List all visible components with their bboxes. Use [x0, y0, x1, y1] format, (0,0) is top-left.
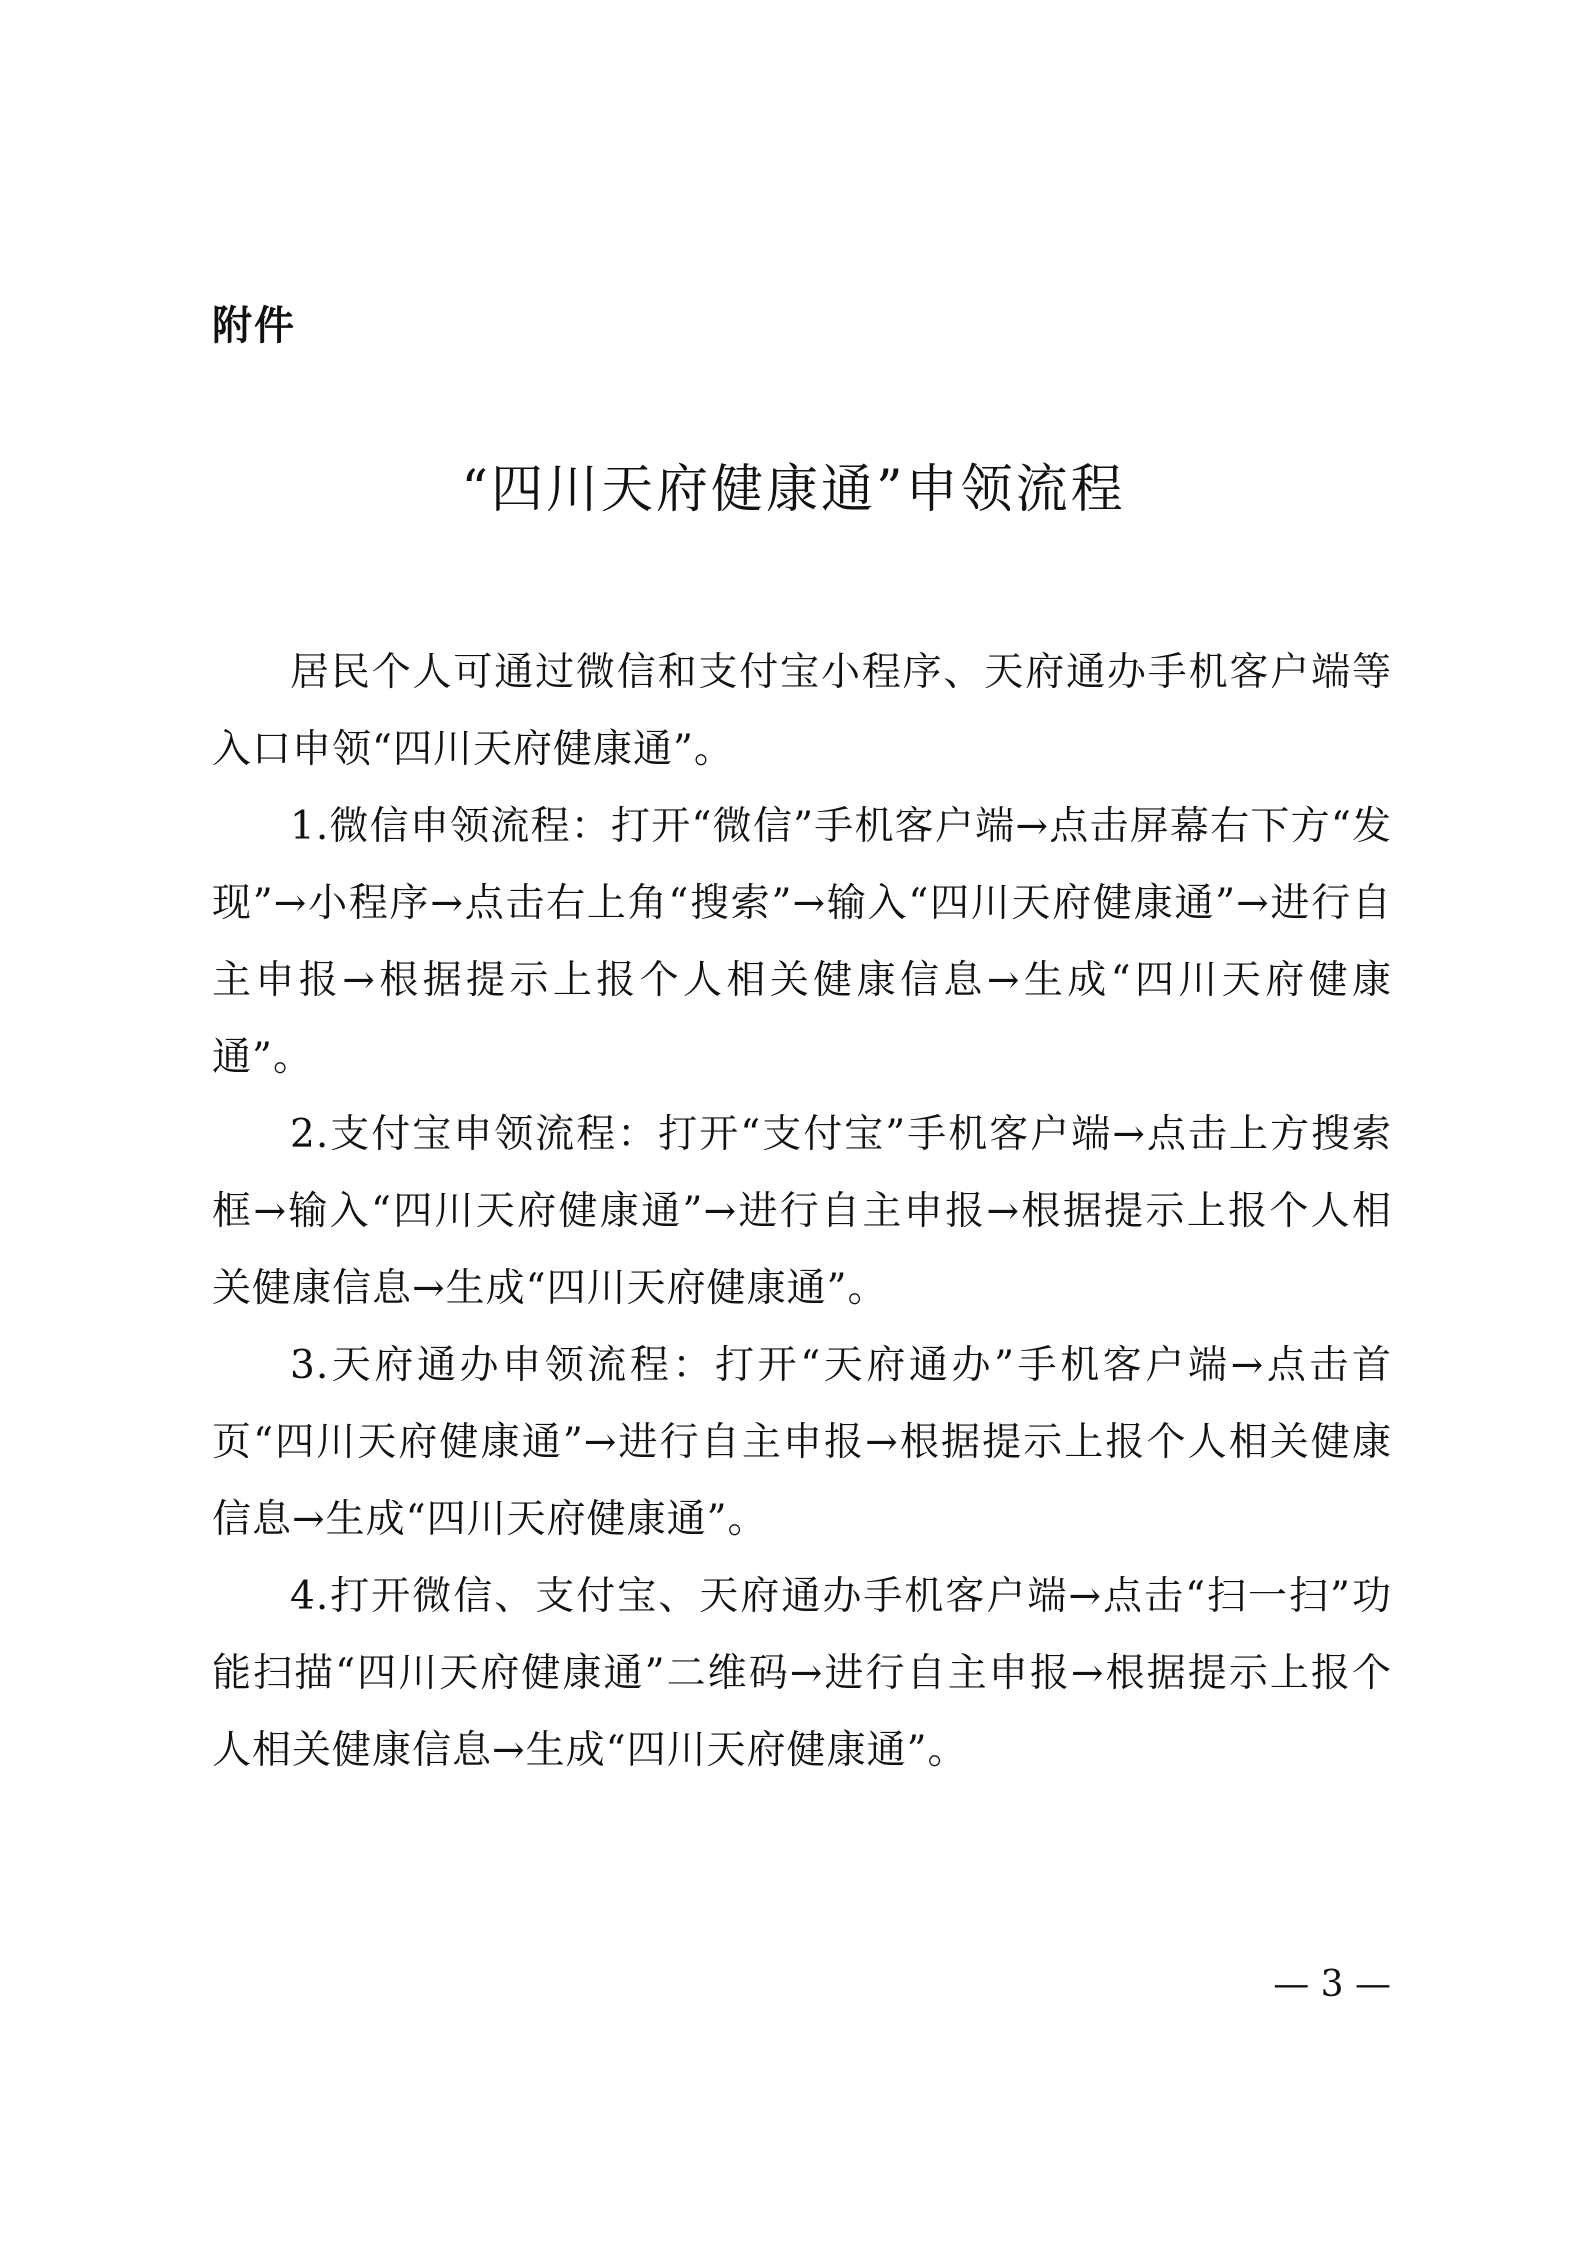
document-body [212, 634, 1392, 1789]
alipay-procedure-paragraph: 2.支付宝申领流程：打开“支付宝”手机客户端→点击上方搜索框→输入“四川天府健康通”→进行自主申报→根据提示上报个人相关健康信息→生成“四川天府健康通”。 [212, 1112, 1392, 1311]
wechat-procedure-paragraph: 1.微信申领流程：打开“微信”手机客户端→点击屏幕右下方“发现”→小程序→点击右上角“搜索”→输入“四川天府健康通”→进行自主申报→根据提示上报个人相关健康信息→生成“四川天府健康通”。 [212, 804, 1392, 1080]
intro-paragraph: 居民个人可通过微信和支付宝小程序、天府通办手机客户端等入口申领“四川天府健康通”。 [212, 650, 1392, 772]
page-number-footer [0, 1963, 1587, 2007]
tianfu-tongban-procedure-paragraph: 3.天府通办申领流程：打开“天府通办”手机客户端→点击首页“四川天府健康通”→进行自主申报→根据提示上报个人相关健康信息→生成“四川天府健康通”。 [212, 1343, 1392, 1542]
scan-qr-procedure-paragraph: 4.打开微信、支付宝、天府通办手机客户端→点击“扫一扫”功能扫描“四川天府健康通”二维码→进行自主申报→根据提示上报个人相关健康信息→生成“四川天府健康通”。 [212, 1574, 1392, 1773]
document-title: “四川天府健康通”申领流程 [461, 460, 1126, 520]
attachment-label: 附件 [212, 303, 296, 349]
page-number: — 3 — [1273, 1964, 1391, 2005]
